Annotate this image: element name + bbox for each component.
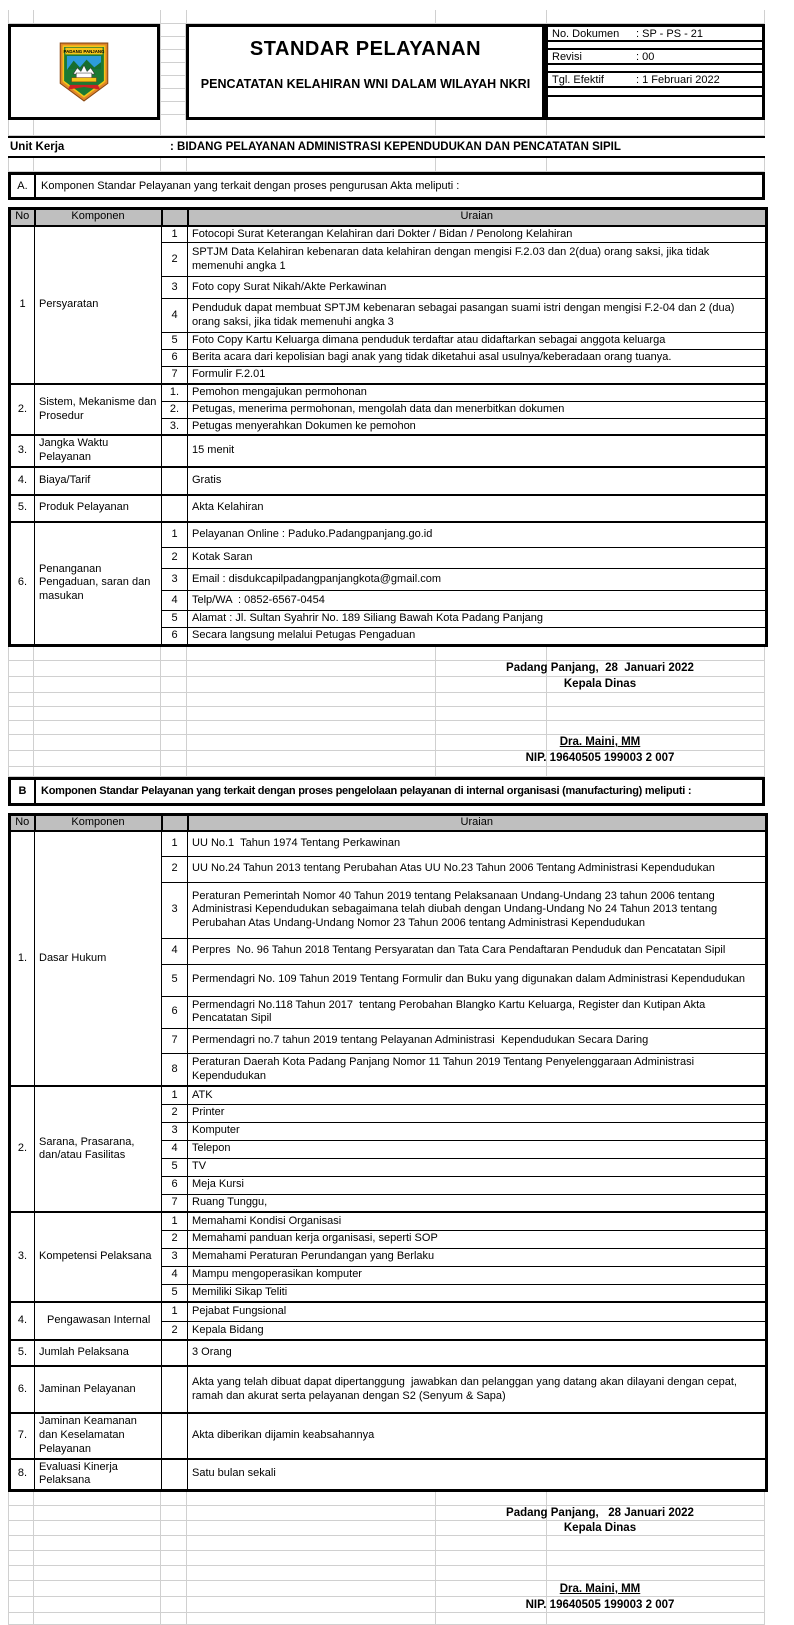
komponen-cell: Persyaratan (35, 226, 162, 384)
signature-block-b (8, 1492, 765, 1625)
logo-cell (8, 24, 160, 120)
item-text: Fotocopi Surat Keterangan Kelahiran dari Dokter / Bidan / Penolong Kelahiran (188, 226, 767, 243)
item-text: ATK (188, 1086, 767, 1104)
item-number: 3 (162, 277, 188, 299)
item-number (162, 1413, 188, 1458)
column-header-komponen: Komponen (35, 209, 162, 226)
item-number: 7 (162, 367, 188, 384)
item-number: 5 (162, 1284, 188, 1302)
item-number: 3 (162, 1248, 188, 1266)
doc-info-row (548, 42, 762, 50)
item-number (162, 495, 188, 522)
item-number: 7 (162, 1028, 188, 1053)
item-number: 1 (162, 1086, 188, 1104)
row-number: 8. (10, 1459, 35, 1491)
grid-filler-row (8, 1492, 765, 1506)
row-number: 5. (10, 495, 35, 522)
unit-kerja-row (8, 136, 765, 158)
komponen-cell: Biaya/Tarif (35, 467, 162, 495)
item-number: 4 (162, 591, 188, 611)
grid-filler-row (8, 1536, 765, 1551)
signature-place-date: Padang Panjang, 28 Januari 2022 (506, 662, 694, 675)
item-text: Meja Kursi (188, 1176, 767, 1194)
item-number: 6 (162, 1176, 188, 1194)
item-text: Permendagri no.7 tahun 2019 tentang Pelayanan Administrasi Kependudukan Secara Daring (188, 1028, 767, 1053)
row-number: 6. (10, 522, 35, 646)
section-b-letter: B (11, 780, 36, 803)
item-text: Pelayanan Online : Paduko.Padangpanjang.go.id (188, 522, 767, 548)
item-text: Petugas menyerahkan Dokumen ke pemohon (188, 418, 767, 435)
document-subtitle: PENCATATAN KELAHIRAN WNI DALAM WILAYAH NKRI (200, 77, 531, 91)
item-text: Pejabat Fungsional (188, 1302, 767, 1321)
column-header-uraian: Uraian (188, 209, 767, 226)
item-number: 3 (162, 569, 188, 591)
item-text: 15 menit (188, 435, 767, 467)
title-cell (186, 24, 545, 120)
item-text: Peraturan Daerah Kota Padang Panjang Nomor 11 Tahun 2019 Tentang Penyelenggaraan Administrasi Kependudukan (188, 1053, 767, 1086)
signature-row (8, 751, 765, 767)
signature-position: Kepala Dinas (563, 678, 637, 691)
item-text: Memahami panduan kerja organisasi, seperti SOP (188, 1230, 767, 1248)
section-b-table (8, 813, 768, 1492)
signature-row (8, 1506, 765, 1521)
item-number: 1 (162, 522, 188, 548)
section-b-title: Komponen Standar Pelayanan yang terkait dengan proses pengelolaan pelayanan di internal organisasi (manufacturing) meliputi : (41, 785, 692, 798)
signature-name: Dra. Maini, MM (559, 1582, 641, 1595)
item-text: Komputer (188, 1122, 767, 1140)
item-text: Satu bulan sekali (188, 1459, 767, 1491)
row-number: 7. (10, 1413, 35, 1458)
doc-info-value: : SP - PS - 21 (636, 28, 704, 40)
item-number: 3. (162, 418, 188, 435)
unit-kerja-label: Unit Kerja (10, 141, 65, 153)
grid-filler-row (8, 1551, 765, 1566)
unit-kerja-value: : BIDANG PELAYANAN ADMINISTRASI KEPENDUDUKAN DAN PENCATATAN SIPIL (170, 141, 621, 153)
row-number: 2. (10, 1086, 35, 1212)
grid-filler-row (8, 707, 765, 721)
signature-position: Kepala Dinas (563, 1522, 637, 1534)
item-text: Kotak Saran (188, 548, 767, 569)
komponen-cell: Sarana, Prasarana, dan/atau Fasilitas (35, 1086, 162, 1212)
item-text: Berita acara dari kepolisian bagi anak yang tidak diketahui asal usulnya/keberadaan orang tuanya. (188, 350, 767, 367)
header-grid-strip (160, 24, 186, 120)
row-number: 3. (10, 1212, 35, 1302)
column-header-blank (162, 814, 188, 831)
item-number: 3 (162, 1122, 188, 1140)
item-text: UU No.1 Tahun 1974 Tentang Perkawinan (188, 831, 767, 856)
row-number: 4. (10, 1302, 35, 1340)
item-number: 4 (162, 1266, 188, 1284)
column-header-no: No (10, 814, 35, 831)
signature-place-date: Padang Panjang, 28 Januari 2022 (506, 1507, 694, 1519)
signature-row (8, 661, 765, 677)
item-text: Formulir F.2.01 (188, 367, 767, 384)
item-text: SPTJM Data Kelahiran kebenaran data kelahiran dengan mengisi F.2.03 dan 2(dua) orang saksi, jika tidak memenuhi angka 1 (188, 243, 767, 277)
row-number: 1. (10, 831, 35, 1086)
grid-filler-row (8, 10, 765, 24)
row-number: 5. (10, 1340, 35, 1366)
doc-info-value: : 00 (636, 51, 655, 63)
row-number: 4. (10, 467, 35, 495)
document-title: STANDAR PELAYANAN (249, 38, 482, 60)
komponen-cell: Evaluasi Kinerja Pelaksana (35, 1459, 162, 1491)
item-number: 2 (162, 243, 188, 277)
item-text: Printer (188, 1104, 767, 1122)
item-text: Ruang Tunggu, (188, 1194, 767, 1212)
item-number: 4 (162, 299, 188, 333)
item-text: Kepala Bidang (188, 1321, 767, 1340)
section-a-heading (8, 172, 765, 200)
item-number (162, 1459, 188, 1491)
item-text: Peraturan Pemerintah Nomor 40 Tahun 2019 tentang Pelaksanaan Undang-Undang 23 tahun 2006 tentang Administrasi Kependudukan sebagaimana telah diubah dengan Undang-Undang No 24 Tahun 2013 tentang Perubahan Atas Undang-Undang Nomor 23 Tahun 2006 tentang Administrasi Kependudukan (188, 882, 767, 938)
item-number: 6 (162, 628, 188, 646)
item-number: 2 (162, 1230, 188, 1248)
item-number (162, 1340, 188, 1366)
signature-nip: NIP. 19640505 199003 2 007 (525, 1598, 675, 1611)
signature-block-a (8, 647, 765, 777)
item-number: 5 (162, 1158, 188, 1176)
row-number: 1 (10, 226, 35, 384)
signature-name: Dra. Maini, MM (559, 736, 641, 749)
doc-info-label: No. Dokumen (552, 28, 620, 40)
item-number: 1 (162, 831, 188, 856)
padang-panjang-crest-icon (58, 41, 110, 103)
komponen-cell: Jaminan Keamanan dan Keselamatan Pelayanan (35, 1413, 162, 1458)
item-text: Permendagri No.118 Tahun 2017 tentang Perobahan Blangko Kartu Keluarga, Register dan Kutipan Akta Pencatatan Sipil (188, 996, 767, 1028)
komponen-cell: Jangka Waktu Pelayanan (35, 435, 162, 467)
doc-info-row (548, 65, 762, 73)
item-number: 4 (162, 1140, 188, 1158)
grid-filler-row (8, 1566, 765, 1581)
row-number: 3. (10, 435, 35, 467)
section-b-heading (8, 777, 765, 806)
item-text: Pemohon mengajukan permohonan (188, 384, 767, 401)
item-number: 1 (162, 1212, 188, 1230)
doc-info-value: : 1 Februari 2022 (636, 74, 720, 86)
signature-row (8, 1597, 765, 1613)
item-number: 3 (162, 882, 188, 938)
komponen-cell: Jumlah Pelaksana (35, 1340, 162, 1366)
column-header-blank (162, 209, 188, 226)
item-number: 2. (162, 401, 188, 418)
item-text: Telp/WA : 0852-6567-0454 (188, 591, 767, 611)
doc-info-label: Revisi (552, 51, 582, 63)
grid-filler-row (8, 120, 765, 136)
komponen-cell: Produk Pelayanan (35, 495, 162, 522)
row-number: 6. (10, 1366, 35, 1413)
item-text: Memahami Peraturan Perundangan yang Berlaku (188, 1248, 767, 1266)
document-header (8, 24, 765, 120)
section-a-table (8, 207, 768, 647)
doc-info-row (548, 88, 762, 97)
grid-filler-row (8, 767, 765, 777)
item-number: 8 (162, 1053, 188, 1086)
column-header-uraian: Uraian (188, 814, 767, 831)
item-number (162, 467, 188, 495)
doc-info-label: Tgl. Efektif (552, 74, 604, 86)
item-number: 2 (162, 856, 188, 882)
item-number: 1 (162, 226, 188, 243)
komponen-cell: Sistem, Mekanisme dan Prosedur (35, 384, 162, 436)
column-header-komponen: Komponen (35, 814, 162, 831)
item-text: Petugas, menerima permohonan, mengolah data dan menerbitkan dokumen (188, 401, 767, 418)
grid-filler-row (8, 721, 765, 735)
item-text: Akta Kelahiran (188, 495, 767, 522)
komponen-cell: Jaminan Pelayanan (35, 1366, 162, 1413)
item-text: Memahami Kondisi Organisasi (188, 1212, 767, 1230)
item-text: Permendagri No. 109 Tahun 2019 Tentang Formulir dan Buku yang digunakan dalam Administrasi Kependudukan (188, 964, 767, 996)
item-text: Akta diberikan dijamin keabsahannya (188, 1413, 767, 1458)
grid-filler-row (8, 693, 765, 707)
item-text: Email : disdukcapilpadangpanjangkota@gmail.com (188, 569, 767, 591)
item-number: 5 (162, 333, 188, 350)
grid-filler-row (8, 158, 765, 172)
item-number: 2 (162, 548, 188, 569)
section-a-title: Komponen Standar Pelayanan yang terkait dengan proses pengurusan Akta meliputi : (41, 180, 460, 192)
item-text: TV (188, 1158, 767, 1176)
item-number: 6 (162, 350, 188, 367)
section-a-letter: A. (11, 175, 36, 197)
item-text: Secara langsung melalui Petugas Pengaduan (188, 628, 767, 646)
item-text: Memiliki Sikap Teliti (188, 1284, 767, 1302)
grid-filler-row (8, 1613, 765, 1625)
doc-info-row (548, 27, 762, 42)
column-header-no: No (10, 209, 35, 226)
signature-row (8, 1521, 765, 1536)
item-text: 3 Orang (188, 1340, 767, 1366)
item-text: Telepon (188, 1140, 767, 1158)
item-number (162, 1366, 188, 1413)
komponen-cell: Penanganan Pengaduan, saran dan masukan (35, 522, 162, 646)
item-number: 2 (162, 1104, 188, 1122)
item-number: 2 (162, 1321, 188, 1340)
item-text: Perpres No. 96 Tahun 2018 Tentang Persyaratan dan Tata Cara Pendaftaran Penduduk dan Pencatatan Sipil (188, 938, 767, 964)
signature-row (8, 735, 765, 751)
item-text: Alamat : Jl. Sultan Syahrir No. 189 Siliang Bawah Kota Padang Panjang (188, 611, 767, 628)
item-number: 5 (162, 964, 188, 996)
signature-nip: NIP. 19640505 199003 2 007 (525, 752, 675, 765)
signature-row (8, 1581, 765, 1597)
item-number: 4 (162, 938, 188, 964)
doc-info-row (548, 73, 762, 88)
item-number (162, 435, 188, 467)
logo-banner-text: PADANG PANJANG (63, 48, 105, 54)
standar-pelayanan-document (8, 0, 765, 1625)
item-text: Foto copy Surat Nikah/Akte Perkawinan (188, 277, 767, 299)
item-number: 5 (162, 611, 188, 628)
item-number: 6 (162, 996, 188, 1028)
item-number: 1 (162, 1302, 188, 1321)
komponen-cell: Pengawasan Internal (35, 1302, 162, 1340)
komponen-cell: Kompetensi Pelaksana (35, 1212, 162, 1302)
item-text: Akta yang telah dibuat dapat dipertanggung jawabkan dan pelanggan yang datang akan dilayani dengan cepat, ramah dan akurat serta pelayanan dengan S2 (Senyum & Sapa) (188, 1366, 767, 1413)
doc-info-row (548, 97, 762, 117)
item-text: Foto Copy Kartu Keluarga dimana penduduk terdaftar atau didaftarkan sebagai anggota keluarga (188, 333, 767, 350)
item-text: Penduduk dapat membuat SPTJM kebenaran sebagai pasangan suami istri dengan mengisi F.2-04 dan 2 (dua) orang saksi, jika tidak memenuhi angka 3 (188, 299, 767, 333)
row-number: 2. (10, 384, 35, 436)
item-text: Mampu mengoperasikan komputer (188, 1266, 767, 1284)
signature-row (8, 677, 765, 693)
doc-info-row (548, 50, 762, 65)
document-info-box (545, 24, 765, 120)
grid-filler-row (8, 647, 765, 661)
item-text: UU No.24 Tahun 2013 tentang Perubahan Atas UU No.23 Tahun 2006 Tentang Administrasi Kependudukan (188, 856, 767, 882)
item-text: Gratis (188, 467, 767, 495)
item-number: 1. (162, 384, 188, 401)
komponen-cell: Dasar Hukum (35, 831, 162, 1086)
item-number: 7 (162, 1194, 188, 1212)
